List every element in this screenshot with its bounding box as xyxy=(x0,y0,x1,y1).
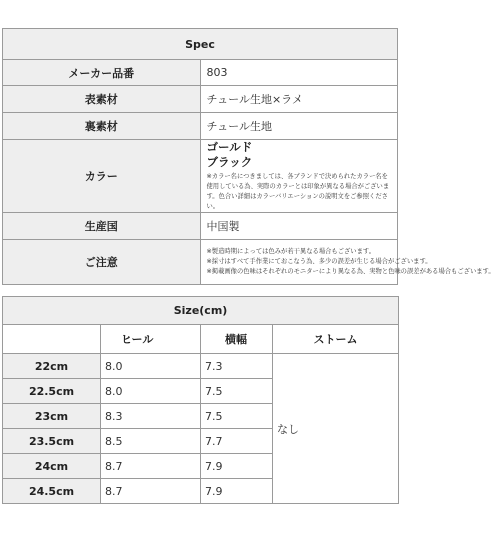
color-name-black: ブラック xyxy=(206,155,253,169)
caution-note-1: ※製造時期によっては色みが若干異なる場合もございます。 xyxy=(206,248,375,255)
spec-label-inner-material: 裏素材 xyxy=(3,113,201,140)
spec-row-model xyxy=(3,60,398,86)
spec-value-outer-material: チュール生地×ラメ xyxy=(200,86,398,113)
spec-value-inner-material: チュール生地 xyxy=(200,113,398,140)
size-label: 22.5cm xyxy=(3,379,101,404)
size-header-storm: ストーム xyxy=(273,325,399,354)
spec-row-caution xyxy=(3,240,398,285)
heel-value: 8.3 xyxy=(101,404,201,429)
width-value: 7.9 xyxy=(201,454,273,479)
heel-value: 8.0 xyxy=(101,354,201,379)
heel-value: 8.7 xyxy=(101,479,201,504)
spec-row-color xyxy=(3,140,398,213)
size-row-22 xyxy=(3,354,399,379)
size-header-heel: ヒール xyxy=(101,325,201,354)
spec-row-origin xyxy=(3,213,398,240)
spec-title: Spec xyxy=(3,29,398,60)
caution-note-3: ※掲載画像の色味はそれぞれのモニターにより異なる為、実物と色味の誤差がある場合もございます。 xyxy=(206,268,495,275)
spec-value-caution xyxy=(200,240,495,285)
spec-label-caution: ご注意 xyxy=(3,240,201,285)
width-value: 7.7 xyxy=(201,429,273,454)
spec-row-outer-material xyxy=(3,86,398,113)
color-name-gold: ゴールド xyxy=(206,140,253,154)
heel-value: 8.7 xyxy=(101,454,201,479)
spec-row-inner-material xyxy=(3,113,398,140)
spec-label-model: メーカー品番 xyxy=(3,60,201,86)
spec-value-color xyxy=(200,140,398,213)
spec-table xyxy=(2,28,495,285)
spec-value-model: 803 xyxy=(200,60,398,86)
size-title: Size(cm) xyxy=(3,297,399,325)
heel-value: 8.0 xyxy=(101,379,201,404)
caution-note-2: ※採寸はすべて手作業にておこなう為、多少の誤差が生じる場合がございます。 xyxy=(206,258,432,265)
size-label: 22cm xyxy=(3,354,101,379)
width-value: 7.5 xyxy=(201,379,273,404)
spec-label-outer-material: 表素材 xyxy=(3,86,201,113)
size-label: 24cm xyxy=(3,454,101,479)
size-label: 23.5cm xyxy=(3,429,101,454)
spec-label-origin: 生産国 xyxy=(3,213,201,240)
width-value: 7.5 xyxy=(201,404,273,429)
spec-value-origin: 中国製 xyxy=(200,213,398,240)
spec-label-color: カラー xyxy=(3,140,201,213)
color-note: ※カラー名につきましては、各ブランドで決められたカラー名を使用している為、実際のカラーとは印象が異なる場合がございます。色合い詳細はカラーバリエーションの説明文をご参照ください。 xyxy=(206,173,390,210)
heel-value: 8.5 xyxy=(101,429,201,454)
size-label: 24.5cm xyxy=(3,479,101,504)
size-header-row xyxy=(3,325,399,354)
size-table xyxy=(2,296,399,504)
width-value: 7.9 xyxy=(201,479,273,504)
size-header-width: 横幅 xyxy=(201,325,273,354)
size-label: 23cm xyxy=(3,404,101,429)
size-header-empty xyxy=(3,325,101,354)
width-value: 7.3 xyxy=(201,354,273,379)
storm-value: なし xyxy=(273,354,399,504)
